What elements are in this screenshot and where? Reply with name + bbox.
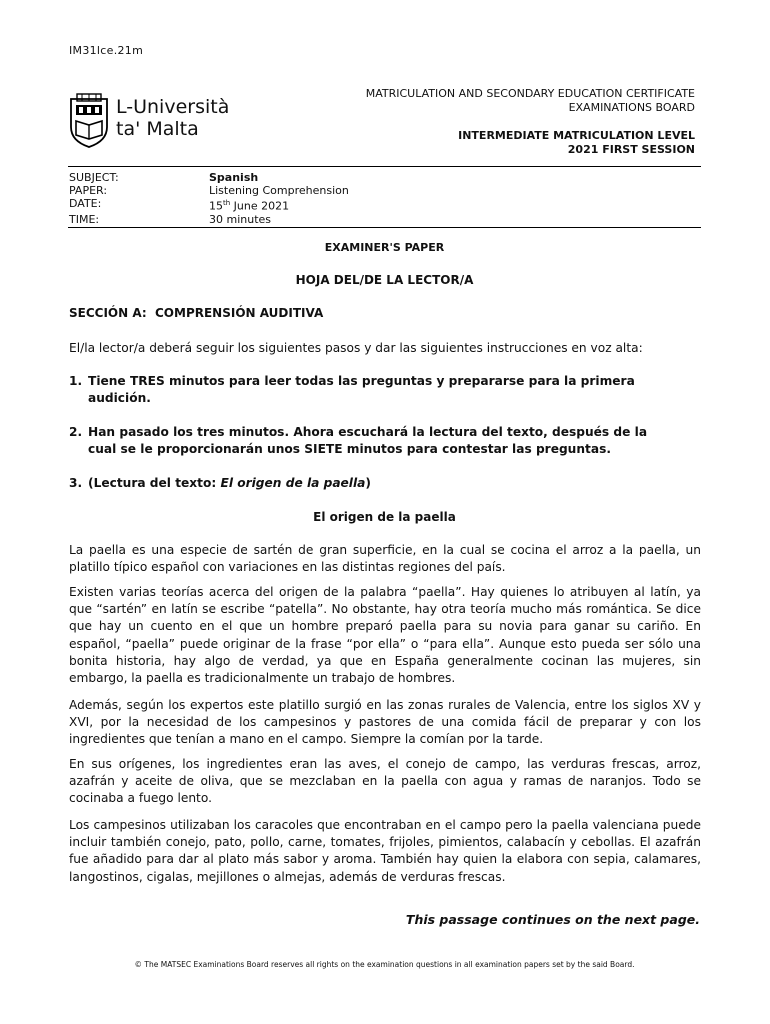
paper-label: PAPER:	[69, 184, 108, 197]
paragraph-2: Existen varias teorías acerca del origen de la palabra “paella”. Hay quienes lo atribuyen al latín, ya que “sartén” en latín se escribe “patella”. No obstante, hay otra teoría mucho más romántica. Se dice que hay un cuento en el que un hombre preparó paella para su novia para ganar su cariño. En español, “paella” puede originar de la frase “por ella” o “para ella”. Aunque esto pueda ser sólo una bonita historia, hay algo de verdad, ya que en España generalmente cocinan las mujeres, sin embargo, la paella es tradicionalmente un trabajo de hombres.	[69, 585, 701, 686]
crest-icon	[68, 93, 110, 148]
university-logo	[68, 93, 268, 148]
level-line1: INTERMEDIATE MATRICULATION LEVEL	[458, 129, 695, 142]
date-label: DATE:	[69, 197, 102, 210]
copyright-footer: © The MATSEC Examinations Board reserves all rights on the examination questions in all examination papers set by the said Board.	[134, 960, 635, 969]
exam-details	[69, 171, 349, 226]
university-name-line1: L-Università	[116, 96, 230, 118]
step-2: 2. Han pasado los tres minutos. Ahora escuchará la lectura del texto, después de la cual se le proporcionarán unos SIETE minutos para contestar las preguntas.	[69, 425, 648, 457]
time-value: 30 minutes	[209, 212, 272, 226]
examiner-heading: EXAMINER'S PAPER	[324, 241, 445, 254]
university-name-line2: ta' Malta	[116, 118, 199, 140]
top-divider	[68, 166, 701, 167]
subject-label: SUBJECT:	[69, 171, 119, 184]
date-value: 15th June 2021	[209, 199, 290, 213]
paper-value: Listening Comprehension	[209, 184, 349, 197]
paragraph-4: En sus orígenes, los ingredientes eran las aves, el conejo de campo, las verduras frescas, arroz, azafrán y aceite de oliva, que se mezclaban en la paella con agua y ramas de naranjos. Todo se cocinaba a fuego lento.	[69, 757, 701, 806]
board-name	[366, 87, 695, 115]
section-heading: SECCIÓN A: COMPRENSIÓN AUDITIVA	[69, 306, 324, 320]
paragraph-3: Además, según los expertos este platillo surgió en las zonas rurales de Valencia, entre los siglos XV y XVI, por la necesidad de los campesinos y pastores de una comida fácil de preparar y con los ingredientes que tenían a mano en el campo. Siempre la comían por la tarde.	[69, 698, 701, 747]
exam-level	[458, 129, 695, 157]
step-1: 1. Tiene TRES minutos para leer todas las preguntas y prepararse para la primera audición.	[69, 374, 635, 406]
board-line1: MATRICULATION AND SECONDARY EDUCATION CERTIFICATE	[365, 87, 695, 100]
document-code: IM31lce.21m	[69, 44, 144, 57]
session-line: 2021 FIRST SESSION	[567, 143, 695, 156]
intro-text: El/la lector/a deberá seguir los siguientes pasos y dar las siguientes instrucciones en voz alta:	[69, 341, 643, 355]
board-line2: EXAMINATIONS BOARD	[568, 101, 695, 114]
step-3: 3. (Lectura del texto: El origen de la paella)	[69, 476, 371, 490]
sheet-heading: HOJA DEL/DE LA LECTOR/A	[295, 273, 474, 287]
bottom-divider	[68, 227, 701, 228]
paragraph-1: La paella es una especie de sartén de gran superficie, en la cual se cocina el arroz a la paella, un platillo típico español con variaciones en las distintas regiones del país.	[69, 543, 701, 575]
text-title: El origen de la paella	[313, 510, 456, 524]
time-label: TIME:	[69, 212, 100, 226]
continues-note: This passage continues on the next page.	[405, 912, 700, 927]
paragraph-5: Los campesinos utilizaban los caracoles que encontraban en el campo pero la paella valenciana puede incluir también conejo, pato, pollo, carne, tomates, frijoles, pimientos, calabacín y cebollas. El azafrán fue añadido para dar al plato más sabor y aroma. También hay quien la elabora con sepia, calamares, langostinos, cigalas, mejillones o almejas, además de verduras frescas.	[69, 818, 701, 884]
subject-value: Spanish	[209, 171, 259, 184]
